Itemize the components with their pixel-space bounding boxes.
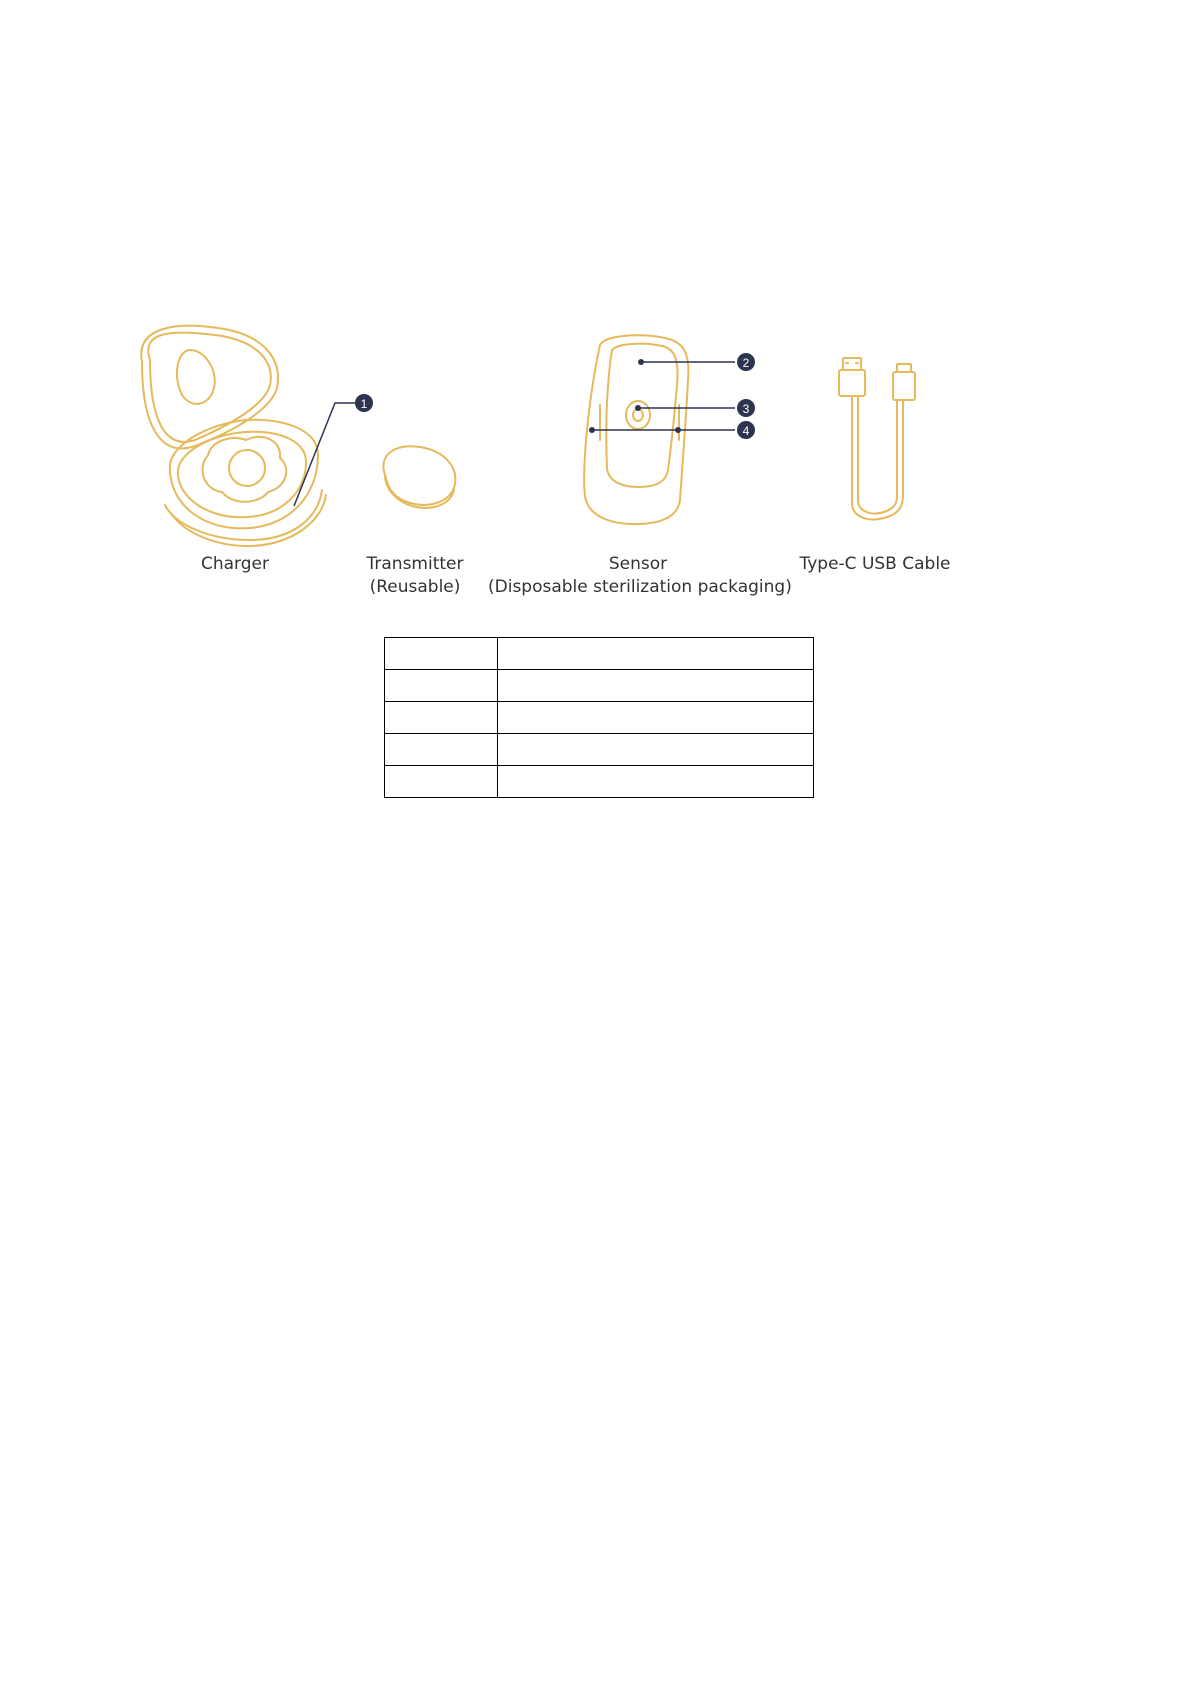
table-row — [385, 734, 814, 766]
sensor-label: Sensor — [608, 554, 668, 574]
caption-sensor — [488, 553, 792, 599]
callout-1-leader — [294, 403, 355, 506]
callout-2-badge — [737, 353, 755, 371]
callout-4-badge — [737, 421, 755, 439]
table-cell — [498, 766, 814, 798]
table-cell — [385, 766, 498, 798]
table-row — [385, 638, 814, 670]
transmitter-label: Transmitter — [366, 554, 464, 574]
usb-cable-label: Type-C USB Cable — [799, 554, 951, 574]
table-cell — [498, 702, 814, 734]
transmitter-note: (Reusable) — [369, 577, 461, 597]
callout-1-number: 1 — [360, 397, 368, 411]
callout-badges — [355, 353, 755, 439]
caption-usb-cable — [790, 553, 960, 576]
caption-charger — [180, 553, 290, 576]
charger-image — [141, 326, 326, 546]
callout-4-number: 4 — [742, 424, 750, 438]
usb-cable-image — [839, 358, 915, 519]
sensor-note: (Disposable sterilization packaging) — [488, 577, 792, 597]
table-cell — [385, 670, 498, 702]
callout-3-badge — [737, 399, 755, 417]
table-cell — [498, 670, 814, 702]
table-row — [385, 670, 814, 702]
caption-transmitter — [350, 553, 480, 599]
table-row — [385, 766, 814, 798]
table-cell — [498, 734, 814, 766]
table-cell — [498, 638, 814, 670]
table-cell — [385, 638, 498, 670]
charger-label: Charger — [201, 554, 269, 574]
parts-table — [384, 637, 814, 798]
callout-2-number: 2 — [742, 356, 750, 370]
callout-3-number: 3 — [742, 402, 750, 416]
table-cell — [385, 702, 498, 734]
product-illustration — [0, 0, 1192, 620]
table-row — [385, 702, 814, 734]
transmitter-image — [383, 446, 455, 508]
table-cell — [385, 734, 498, 766]
callout-1-badge — [355, 394, 373, 412]
